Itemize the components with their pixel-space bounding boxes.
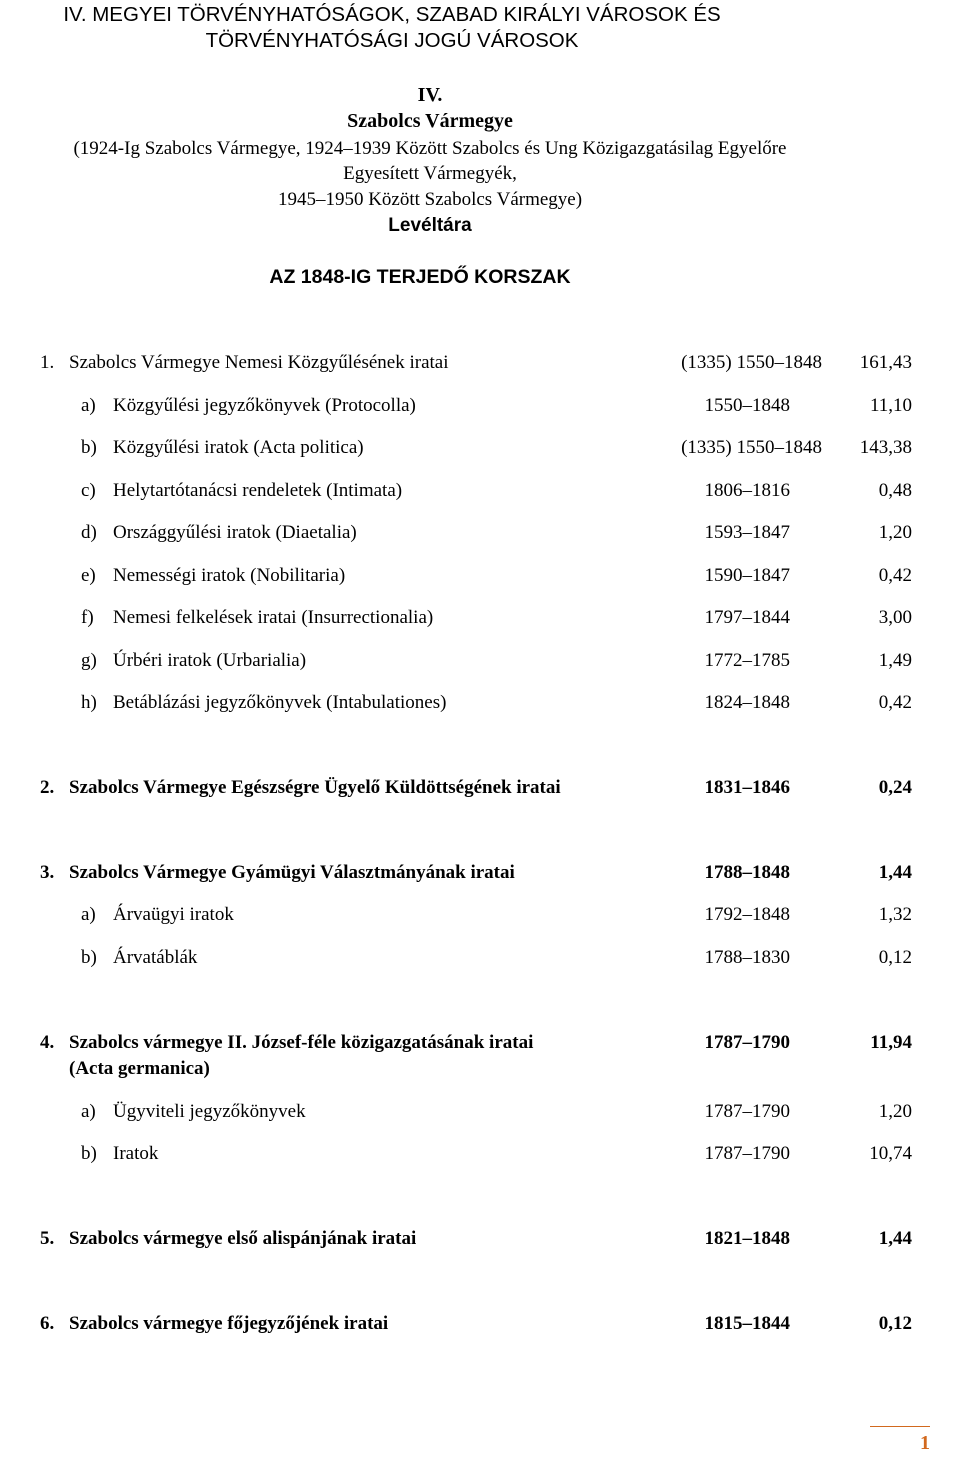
item-title: Szabolcs Vármegye Gyámügyi Választmányának iratai [69, 862, 515, 883]
subitem-letter: f) [81, 607, 94, 628]
subitem-letter: h) [81, 692, 97, 713]
subitem-dates: (1335) 1550–1848 [681, 437, 822, 458]
subitem-dates: 1792–1848 [704, 904, 790, 925]
item-number: 1. [40, 352, 55, 373]
subitem-dates: 1550–1848 [704, 395, 790, 416]
item-size: 11,94 [870, 1032, 912, 1053]
subitem-title: Nemességi iratok (Nobilitaria) [113, 565, 346, 586]
subitem-title: Árvaügyi iratok [113, 904, 234, 925]
item-dates: (1335) 1550–1848 [681, 352, 822, 373]
subitem-title: Úrbéri iratok (Urbarialia) [113, 650, 307, 671]
item-title-continuation: (Acta germanica) [69, 1058, 210, 1079]
item-title: Szabolcs Vármegye Egészségre Ügyelő Küldöttségének iratai [69, 777, 561, 798]
subitem-size: 10,74 [869, 1143, 912, 1164]
subitem-size: 0,12 [878, 947, 912, 968]
item-title: Szabolcs vármegye első alispánjának iratai [69, 1228, 417, 1249]
subitem-title: Nemesi felkelések iratai (Insurrectionalia) [113, 607, 434, 628]
subitem-letter: a) [81, 395, 96, 416]
item-dates: 1787–1790 [704, 1032, 790, 1053]
page-number: 1 [920, 1432, 930, 1454]
subitem-dates: 1788–1830 [704, 947, 790, 968]
section-heading-line2: TÖRVÉNYHATÓSÁGI JOGÚ VÁROSOK [205, 29, 579, 52]
item-number: 2. [40, 777, 55, 798]
subitem-size: 11,10 [869, 395, 912, 416]
item-dates: 1815–1844 [704, 1313, 790, 1334]
subitem-letter: b) [81, 1143, 97, 1164]
subitem-dates: 1787–1790 [704, 1101, 790, 1122]
subitem-letter: e) [81, 565, 96, 586]
subitem-size: 143,38 [859, 437, 912, 458]
period-heading: AZ 1848-IG TERJEDŐ KORSZAK [269, 266, 571, 288]
item-size: 0,24 [878, 777, 912, 798]
item-number: 3. [40, 862, 55, 883]
item-size: 1,44 [878, 862, 912, 883]
item-dates: 1788–1848 [704, 862, 790, 883]
subitem-letter: c) [81, 480, 96, 501]
subitem-dates: 1593–1847 [704, 522, 790, 543]
subitem-dates: 1787–1790 [704, 1143, 790, 1164]
subitem-title: Országgyűlési iratok (Diaetalia) [113, 522, 357, 543]
fond-number: IV. [417, 84, 443, 106]
subitem-title: Betáblázási jegyzőkönyvek (Intabulationes) [113, 692, 447, 713]
item-title: Szabolcs Vármegye Nemesi Közgyűlésének iratai [69, 352, 449, 373]
subitem-letter: a) [81, 1101, 96, 1122]
subitem-title: Ügyviteli jegyzőkönyvek [113, 1101, 306, 1122]
subitem-title: Közgyűlési iratok (Acta politica) [113, 437, 364, 458]
subitem-title: Iratok [113, 1143, 159, 1164]
subitem-letter: b) [81, 437, 97, 458]
item-title: Szabolcs vármegye II. József-féle közigazgatásának iratai [69, 1032, 534, 1053]
item-number: 4. [40, 1032, 55, 1053]
fond-description-line3: 1945–1950 Között Szabolcs Vármegye) [277, 189, 583, 210]
item-dates: 1831–1846 [704, 777, 790, 798]
section-heading-line1: IV. MEGYEI TÖRVÉNYHATÓSÁGOK, SZABAD KIRÁLYI VÁROSOK ÉS [63, 3, 721, 26]
subitem-size: 3,00 [878, 607, 912, 628]
fond-archive: Levéltára [388, 215, 472, 236]
subitem-letter: b) [81, 947, 97, 968]
item-number: 6. [40, 1313, 55, 1334]
fond-description-line2: Egyesített Vármegyék, [343, 163, 517, 184]
fond-description-line1: (1924-Ig Szabolcs Vármegye, 1924–1939 Között Szabolcs és Ung Közigazgatásilag Egyelőre [73, 138, 787, 159]
subitem-size: 0,42 [878, 692, 912, 713]
item-size: 161,43 [859, 352, 912, 373]
subitem-size: 1,32 [878, 904, 912, 925]
item-number: 5. [40, 1228, 55, 1249]
subitem-letter: d) [81, 522, 97, 543]
item-title: Szabolcs vármegye főjegyzőjének iratai [69, 1313, 389, 1334]
fond-name: Szabolcs Vármegye [347, 110, 513, 132]
item-size: 0,12 [878, 1313, 912, 1334]
subitem-size: 0,48 [878, 480, 912, 501]
item-dates: 1821–1848 [704, 1228, 790, 1249]
subitem-size: 1,20 [878, 1101, 912, 1122]
subitem-size: 0,42 [878, 565, 912, 586]
subitem-dates: 1797–1844 [704, 607, 790, 628]
subitem-title: Helytartótanácsi rendeletek (Intimata) [113, 480, 403, 501]
subitem-dates: 1806–1816 [704, 480, 790, 501]
subitem-letter: g) [81, 650, 97, 671]
subitem-dates: 1824–1848 [704, 692, 790, 713]
page-number-rule [870, 1426, 930, 1427]
subitem-title: Árvatáblák [113, 947, 198, 968]
item-size: 1,44 [878, 1228, 912, 1249]
subitem-letter: a) [81, 904, 96, 925]
subitem-size: 1,49 [878, 650, 912, 671]
subitem-dates: 1590–1847 [704, 565, 790, 586]
subitem-size: 1,20 [878, 522, 912, 543]
subitem-title: Közgyűlési jegyzőkönyvek (Protocolla) [113, 395, 416, 416]
subitem-dates: 1772–1785 [704, 650, 790, 671]
